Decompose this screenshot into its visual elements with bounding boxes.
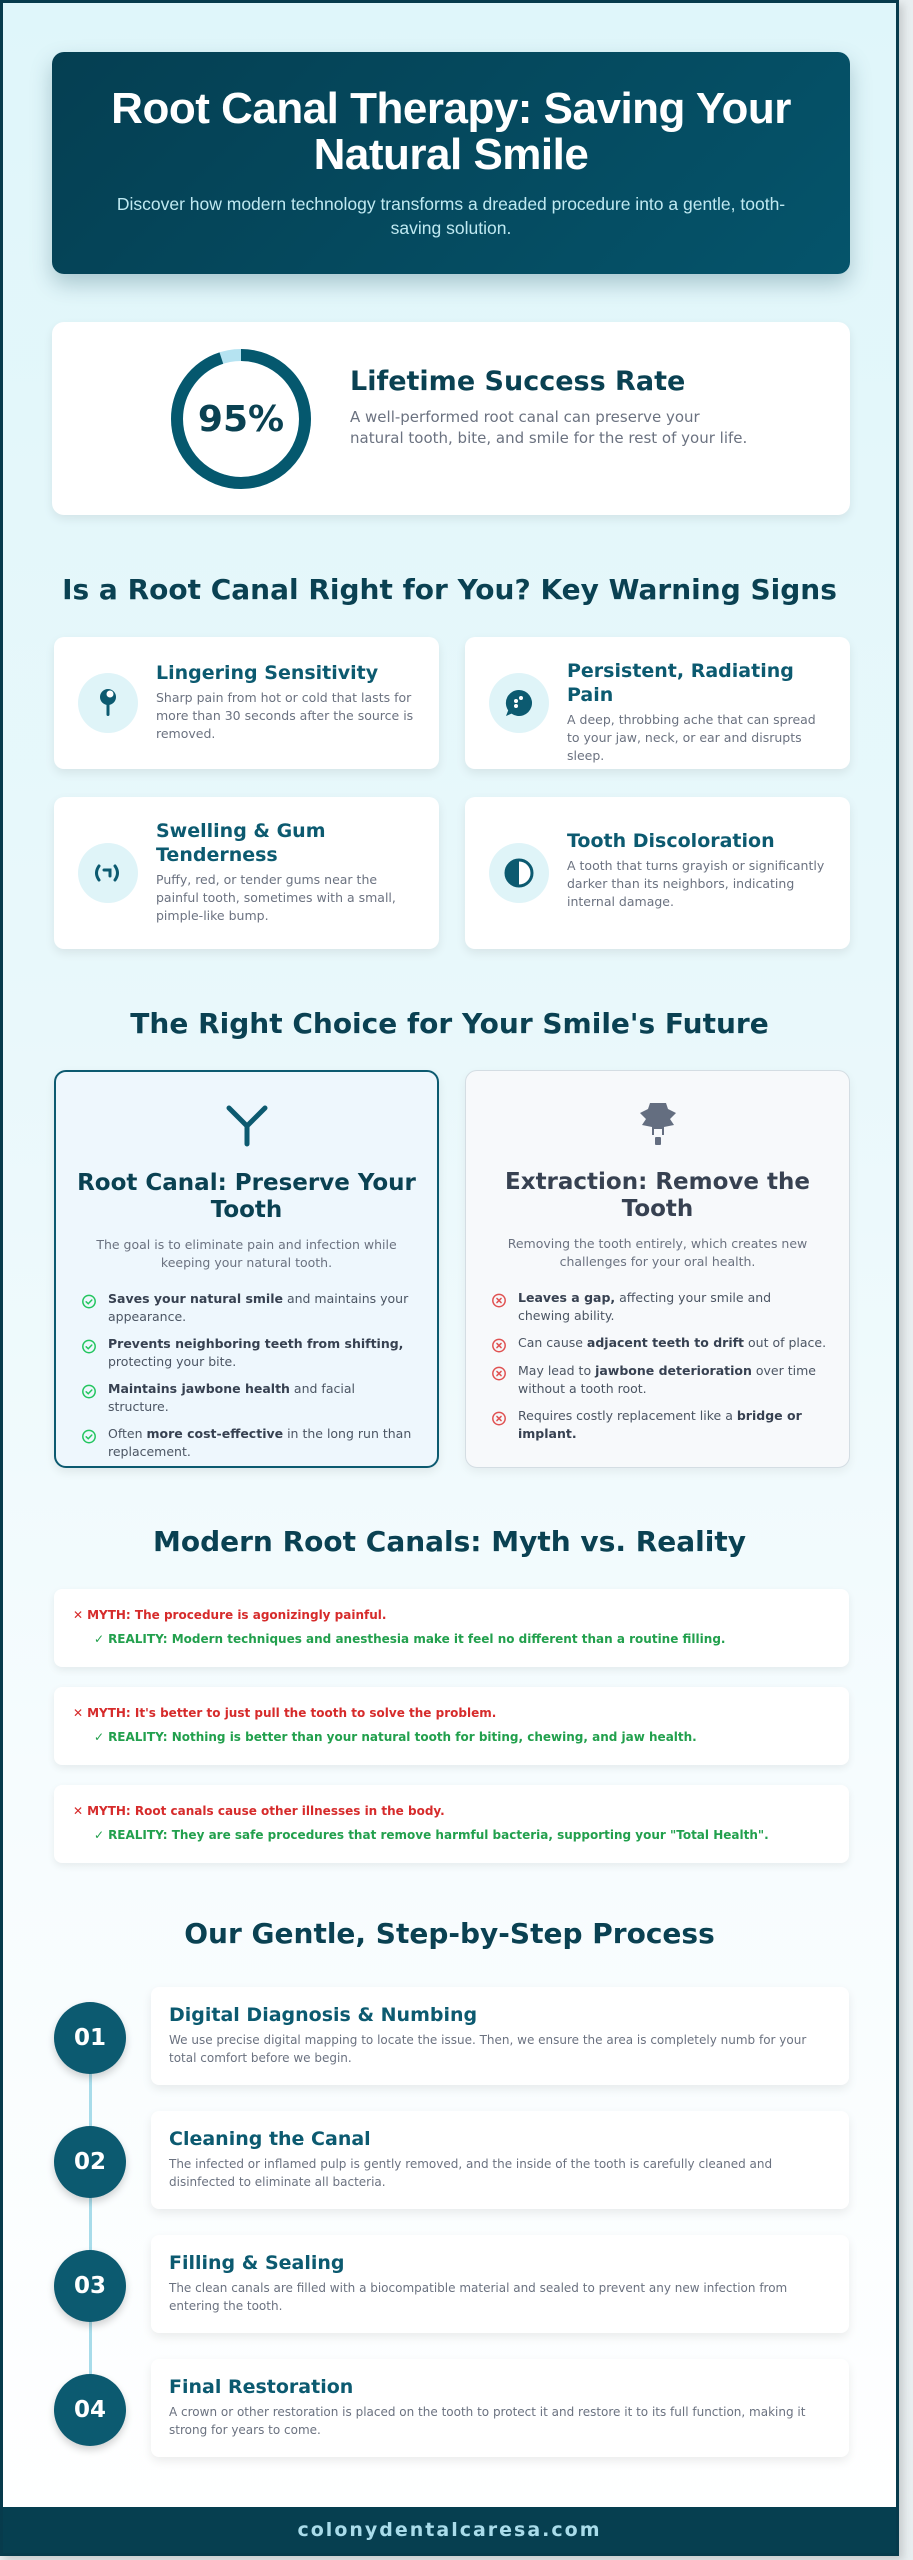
myth-card <box>54 1687 849 1765</box>
extracted-tooth-icon <box>636 1101 680 1147</box>
half-circle-icon <box>489 843 549 903</box>
extraction-drawbacks-list <box>466 1289 849 1443</box>
step-card <box>151 1987 849 2085</box>
sign-description: Sharp pain from hot or cold that lasts for more than 30 seconds after the source is removed. <box>156 690 414 741</box>
sign-card <box>54 637 439 769</box>
extraction-title: Extraction: Remove the Tooth <box>505 1169 810 1222</box>
extraction-card <box>465 1070 850 1468</box>
sign-title: Persistent, Radiating Pain <box>567 660 794 706</box>
process-section-title: Our Gentle, Step-by-Step Process <box>184 1917 715 1950</box>
sign-title: Tooth Discoloration <box>567 830 775 852</box>
myth-statement: ✕ MYTH: It's better to just pull the tooth to solve the problem. <box>73 1706 497 1720</box>
step-description: A crown or other restoration is placed on the tooth to protect it and restore it to its full function, making it strong for years to come. <box>169 2405 806 2437</box>
x-icon: ✕ <box>73 1706 84 1720</box>
myths-section-title: Modern Root Canals: Myth vs. Reality <box>152 1525 747 1558</box>
sign-card <box>54 797 439 949</box>
thermometer-icon <box>78 673 138 733</box>
step-card <box>151 2235 849 2333</box>
hero-subtitle: Discover how modern technology transforms a dreaded procedure into a gentle, tooth-saving solution. <box>116 194 786 238</box>
speech-bubble-icon <box>489 673 549 733</box>
root-canal-card <box>54 1070 439 1468</box>
reality-statement: ✓ REALITY: They are safe procedures that remove harmful bacteria, supporting your "Total Health". <box>94 1828 769 1842</box>
sign-card <box>465 797 850 949</box>
check-icon: ✓ <box>94 1828 105 1842</box>
sign-card <box>465 637 850 769</box>
x-icon: ✕ <box>73 1608 84 1622</box>
choice-section-title: The Right Choice for Your Smile's Future <box>130 1007 769 1040</box>
step-number-badge: 04 <box>54 2374 126 2446</box>
x-circle-icon <box>490 1338 508 1353</box>
check-circle-icon <box>80 1429 98 1444</box>
success-title: Lifetime Success Rate <box>350 366 686 397</box>
x-icon: ✕ <box>73 1804 84 1818</box>
root-canal-title: Root Canal: Preserve Your Tooth <box>77 1170 416 1223</box>
step-title: Cleaning the Canal <box>169 2128 371 2150</box>
sign-description: Puffy, red, or tender gums near the painful tooth, sometimes with a small, pimple-like bump. <box>156 872 396 923</box>
step-title: Filling & Sealing <box>169 2252 345 2274</box>
step-description: The clean canals are filled with a biocompatible material and sealed to prevent any new infection from entering the tooth. <box>169 2281 788 2313</box>
benefit-item: Maintains jawbone health and facial structure. <box>80 1380 415 1416</box>
drawback-item: May lead to jawbone deterioration over time without a tooth root. <box>490 1362 827 1398</box>
footer-website-link[interactable]: colonydentalcaresa.com <box>3 2507 896 2553</box>
myth-statement: ✕ MYTH: The procedure is agonizingly painful. <box>73 1608 387 1622</box>
x-circle-icon <box>490 1366 508 1381</box>
sign-title: Swelling & Gum Tenderness <box>156 820 326 866</box>
step-title: Final Restoration <box>169 2376 354 2398</box>
check-circle-icon <box>80 1384 98 1399</box>
hero-banner <box>52 52 850 274</box>
step-card <box>151 2111 849 2209</box>
check-icon: ✓ <box>94 1632 105 1646</box>
myth-card <box>54 1785 849 1863</box>
timeline-connector <box>89 2038 92 2378</box>
check-icon: ✓ <box>94 1730 105 1744</box>
success-description: A well-performed root canal can preserve your natural tooth, bite, and smile for the rest of your life. <box>350 408 748 447</box>
myth-statement: ✕ MYTH: Root canals cause other illnesses in the body. <box>73 1804 445 1818</box>
benefit-item: Prevents neighboring teeth from shifting, protecting your bite. <box>80 1335 415 1371</box>
benefit-item: Often more cost-effective in the long run than replacement. <box>80 1425 415 1461</box>
drawback-item: Can cause adjacent teeth to drift out of place. <box>490 1334 827 1353</box>
swelling-icon <box>78 843 138 903</box>
drawback-item: Leaves a gap, affecting your smile and chewing ability. <box>490 1289 827 1325</box>
drawback-item: Requires costly replacement like a bridge or implant. <box>490 1407 827 1443</box>
myth-card <box>54 1589 849 1667</box>
page-title: Root Canal Therapy: Saving Your Natural Smile <box>111 84 791 179</box>
step-number-badge: 03 <box>54 2250 126 2322</box>
check-circle-icon <box>80 1294 98 1309</box>
reality-statement: ✓ REALITY: Modern techniques and anesthesia make it feel no different than a routine filling. <box>94 1632 726 1646</box>
root-canal-benefits-list <box>56 1290 437 1461</box>
root-canal-lead: The goal is to eliminate pain and infection while keeping your natural tooth. <box>96 1237 397 1270</box>
step-card <box>151 2359 849 2457</box>
extraction-lead: Removing the tooth entirely, which creates new challenges for your oral health. <box>507 1236 808 1269</box>
check-circle-icon <box>80 1339 98 1354</box>
success-percent: 95% <box>197 398 285 440</box>
success-rate-card <box>52 322 850 515</box>
reality-statement: ✓ REALITY: Nothing is better than your natural tooth for biting, chewing, and jaw health. <box>94 1730 697 1744</box>
step-title: Digital Diagnosis & Numbing <box>169 2004 478 2026</box>
sign-description: A tooth that turns grayish or significantly darker than its neighbors, indicating internal damage. <box>567 858 825 909</box>
benefit-item: Saves your natural smile and maintains your appearance. <box>80 1290 415 1326</box>
warning-signs-title: Is a Root Canal Right for You? Key Warning Signs <box>62 573 837 606</box>
x-circle-icon <box>490 1411 508 1426</box>
x-circle-icon <box>490 1293 508 1308</box>
sign-title: Lingering Sensitivity <box>156 662 379 684</box>
step-description: We use precise digital mapping to locate the issue. Then, we ensure the area is completely numb for your total comfort before we begin. <box>169 2033 807 2065</box>
step-number-badge: 02 <box>54 2126 126 2198</box>
step-description: The infected or inflamed pulp is gently removed, and the inside of the tooth is carefully cleaned and disinfected to eliminate all bacteria. <box>169 2157 773 2189</box>
sign-description: A deep, throbbing ache that can spread to your jaw, neck, or ear and disrupts sleep. <box>567 712 816 763</box>
tooth-root-icon <box>225 1102 269 1148</box>
step-number-badge: 01 <box>54 2002 126 2074</box>
